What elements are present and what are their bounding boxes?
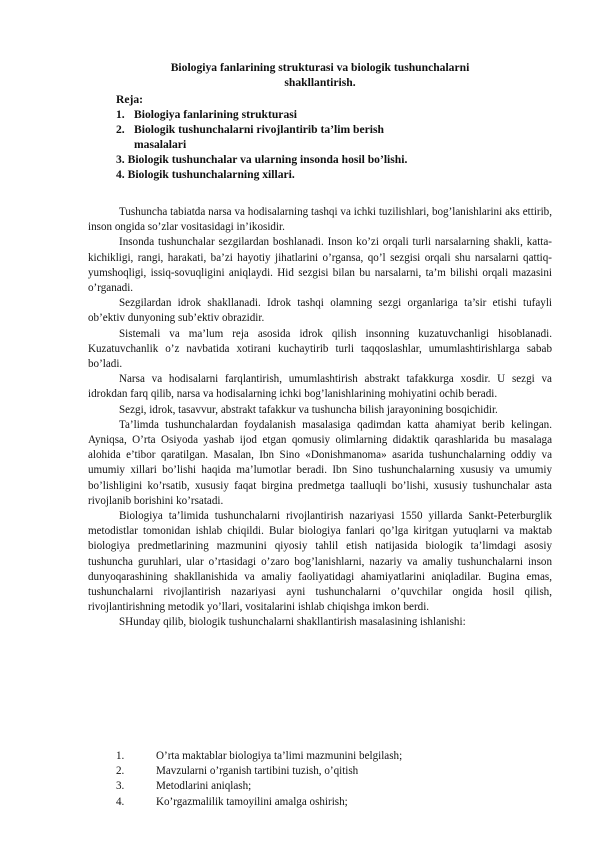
list-item [116, 795, 536, 810]
list-item-text: Mavzularni o’rganish tartibini tuzish, o’qitish [156, 765, 359, 778]
plan-item [116, 122, 536, 137]
numbered-list [116, 749, 536, 810]
paragraph: SHunday qilib, biologik tushunchalarni shakllantirish masalasining ishlanishi: [119, 616, 466, 629]
list-item [116, 779, 536, 794]
plan-item [116, 107, 536, 122]
paragraph: Ta’limda tushunchalardan foydalanish masalasiga qadimdan katta ahamiyat berib kelingan. Ayniqsa, O’rta Osiyoda yashab ijod etgan qomusiy olimlarning didaktik qarashlarida bu masalaga alohida e’tibor qaratilgan. Masalan, Ibn Sino «Donishmanoma» asarida tushunchalarning oddiy va umumiy xillari bo’lishi haqida ma’lumotlar beradi. Ibn Sino tushunchalarning xususiy va umumiy bo’lishligini ko’rsatib, xususiy faqat birgina predmetga taalluqli bo’lishi, xususiy tushunchalar asta rivojlanib borishini ko’rsatadi. [88, 418, 552, 507]
plan-item-number: 2. [116, 123, 125, 136]
list-item-text: Metodlarini aniqlash; [156, 780, 252, 793]
list-item-text: O’rta maktablar biologiya ta’limi mazmunini belgilash; [156, 750, 403, 762]
paragraph: Sistemali va ma’lum reja asosida idrok qilish insonning kuzatuvchanligi hisoblanadi. Kuzatuvchanlik o’z navbatida xotirani kuchaytirib turli taqqoslashlar, umumlashtirishlarga sabab bo’ladi. [88, 327, 552, 371]
paragraph: Insonda tushunchalar sezgilardan boshlanadi. Inson ko’zi orqali turli narsalarning shakli, katta-kichikligi, rangi, harakati, ba’zi hayotiy jihatlarini o’rgansa, qo’l sezgisi orqali shu narsalarni qattiq-yumshoqligi, issiq-sovuqligini aniqlaydi. Hid sezgisi bilan bu narsalarni, ta’m bilishi orqali mazasini o’rganadi. [88, 236, 552, 295]
plan-item-text: Biologiya fanlarining strukturasi [134, 108, 297, 121]
list-item-text: Ko’rgazmalilik tamoyilini amalga oshirish; [156, 795, 348, 808]
title-line-2: shakllantirish. [284, 76, 356, 89]
body-text [88, 205, 552, 631]
plan-item-continuation: masalalari [134, 138, 187, 151]
paragraph: Biologiya ta’limida tushunchalarni rivojlantirish nazariyasi 1550 yillarda Sankt-Peterburglik metodistlar tomonidan ishlab chiqildi. Bular biologiya fanlari qo’lga kiritgan yutuqlarni va maktab biologiya predmetlarining mazmunini qiyosiy tahlil etish natijasida biologik ta’limdagi asosiy tushuncha guruhlari, ular o’rtasidagi o’zaro bog’lanishlarni, nazariy va amaliy tushunchalarni inson dunyoqarashining shakllanishida va amaliy faoliyatidagi ahamiyatlarini aniqladilar. Bugina emas, tushunchalarni rivojlantirish nazariyasi ayni tushunchalarni o’quvchilar ongida hosil qilish, rivojlantirishning metodik yo’llari, vositalarini ishlab chiqishga imkon berdi. [88, 510, 552, 614]
list-item-number: 2. [116, 765, 125, 778]
plan-outline [116, 107, 536, 182]
document-title [116, 60, 524, 90]
plan-heading: Reja: [116, 93, 144, 106]
plan-item-number: 1. [116, 108, 125, 121]
title-line-1: Biologiya fanlarining strukturasi va biologik tushunchalarni [170, 61, 470, 74]
paragraph: Sezgi, idrok, tasavvur, abstrakt tafakkur va tushuncha bilish jarayonining bosqichidir. [119, 403, 498, 416]
plan-item: 3. Biologik tushunchalar va ularning insonda hosil bo’lishi. [116, 153, 408, 166]
plan-item: 4. Biologik tushunchalarning xillari. [116, 168, 295, 181]
list-item-number: 1. [116, 750, 125, 762]
paragraph: Sezgilardan idrok shakllanadi. Idrok tashqi olamning sezgi organlariga ta’sir etishi tufayli ob’ektiv dunyoning sub’ektiv obrazidir. [88, 297, 552, 325]
list-item-number: 4. [116, 795, 125, 808]
list-item [116, 764, 536, 779]
list-item [116, 749, 536, 764]
paragraph: Narsa va hodisalarni farqlantirish, umumlashtirish abstrakt tafakkurga xosdir. U sezgi va idrokdan farq qilib, narsa va hodisalarning ichki bog’lanishlarining mohiyatini ochib beradi. [88, 373, 552, 401]
paragraph: Tushuncha tabiatda narsa va hodisalarning tashqi va ichki tuzilishlari, bog’lanishlarini aks ettirib, inson ongida so’zlar vositasidagi in’ikosidir. [88, 206, 552, 234]
plan-item-text: Biologik tushunchalarni rivojlantirib ta’lim berish [134, 123, 384, 136]
list-item-number: 3. [116, 780, 125, 793]
